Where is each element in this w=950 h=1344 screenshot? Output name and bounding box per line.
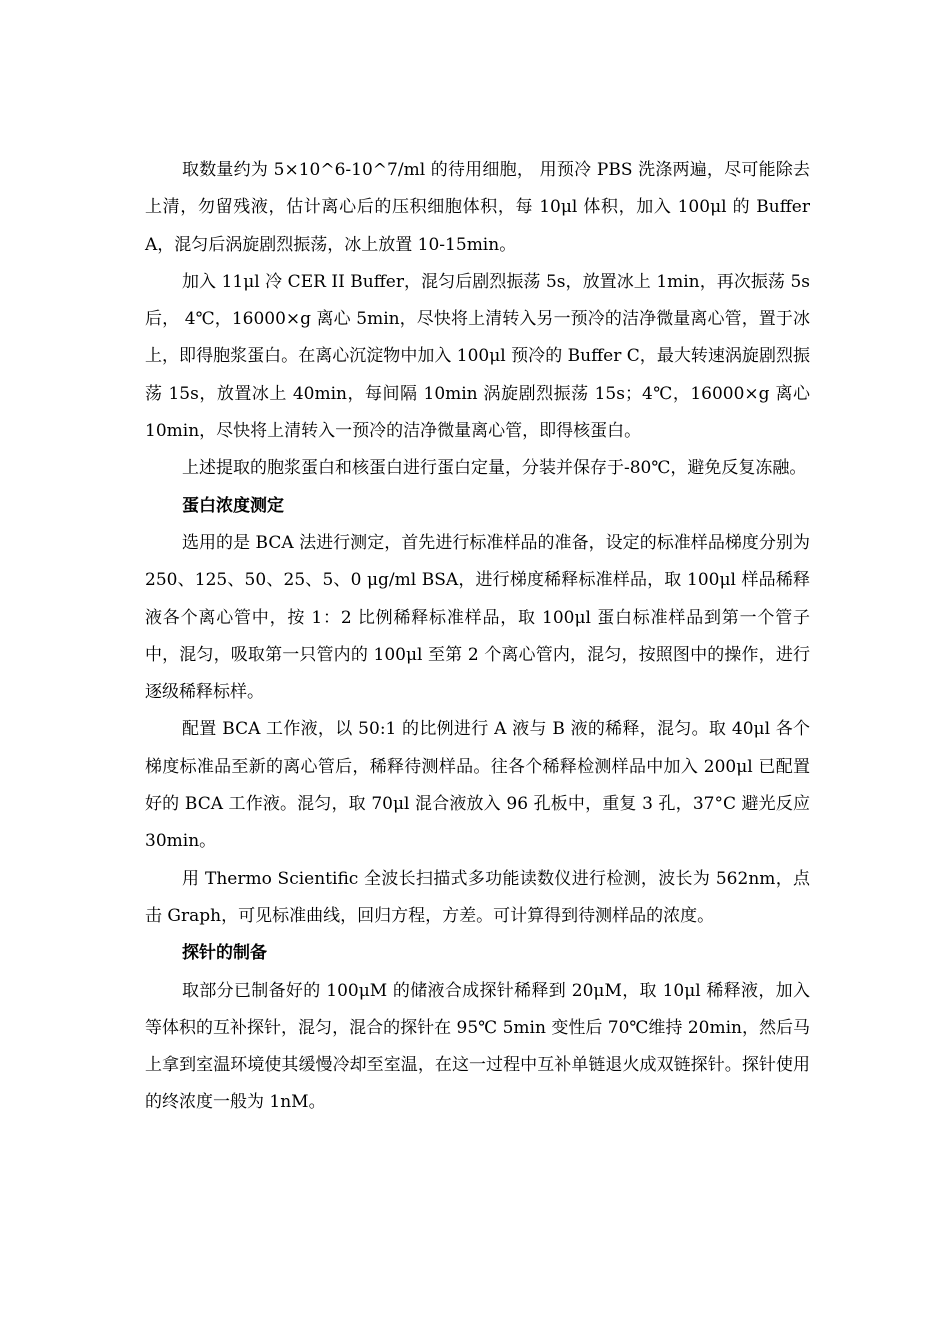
paragraph-protein-storage: 上述提取的胞浆蛋白和核蛋白进行蛋白定量，分装并保存于-80℃，避免反复冻融。: [182, 458, 807, 479]
paragraph-plate-reader: 用 Thermo Scientific 全波长扫描式多功能读数仪进行检测，波长为 562nm，点击 Graph，可见标准曲线，回归方程，方差。可计算得到待测样品的浓度。: [145, 868, 810, 926]
paragraph-cer-buffer: 加入 11μl 冷 CER II Buffer，混匀后剧烈振荡 5s，放置冰上 1min，再次振荡 5s 后， 4℃，16000×g 离心 5min，尽快将上清转入另一预冷的洁净微量离心管，置于冰上，即得胞浆蛋白。在离心沉淀物中加入 100μl 预冷的 Buffer C，最大转速涡旋剧烈振荡 15s，放置冰上 40min，每间隔 10min 涡旋剧烈振荡 15s；4℃，16000×g 离心 10min，尽快将上清转入一预冷的洁净微量离心管，即得核蛋白。: [145, 271, 810, 442]
paragraph-cell-harvest: 取数量约为 5×10^6-10^7/ml 的待用细胞， 用预冷 PBS 洗涤两遍，尽可能除去上清，勿留残液，估计离心后的压积细胞体积，每 10μl 体积，加入 100μl 的 Buffer A，混匀后涡旋剧烈振荡，冰上放置 10-15min。: [145, 160, 810, 255]
paragraph-bca-working-solution: 配置 BCA 工作液，以 50:1 的比例进行 A 液与 B 液的稀释，混匀。取 40μl 各个梯度标准品至新的离心管后，稀释待测样品。往各个稀释检测样品中加入 200μl 已配置好的 BCA 工作液。混匀，取 70μl 混合液放入 96 孔板中，重复 3 孔，37°C 避光反应 30min。: [145, 719, 810, 852]
heading-probe-preparation: 探针的制备: [182, 943, 267, 964]
heading-protein-concentration: 蛋白浓度测定: [182, 495, 284, 516]
paragraph-probe-annealing: 取部分已制备好的 100μM 的储液合成探针稀释到 20μM，取 10μl 稀释液，加入等体积的互补探针，混匀，混合的探针在 95℃ 5min 变性后 70℃维持 20min，然后马上拿到室温环境使其缓慢冷却至室温，在这一过程中互补单链退火成双链探针。探针使用的终浓度一般为 1nM。: [145, 980, 810, 1113]
document-body: [145, 152, 810, 1122]
paragraph-bca-standards: 选用的是 BCA 法进行测定，首先进行标准样品的准备，设定的标准样品梯度分别为 250、125、50、25、5、0 μg/ml BSA，进行梯度稀释标准样品，取 100μl 样品稀释液各个离心管中，按 1：2 比例稀释标准样品，取 100μl 蛋白标准样品到第一个管子中，混匀，吸取第一只管内的 100μl 至第 2 个离心管内，混匀，按照图中的操作，进行逐级稀释标样。: [145, 532, 810, 703]
